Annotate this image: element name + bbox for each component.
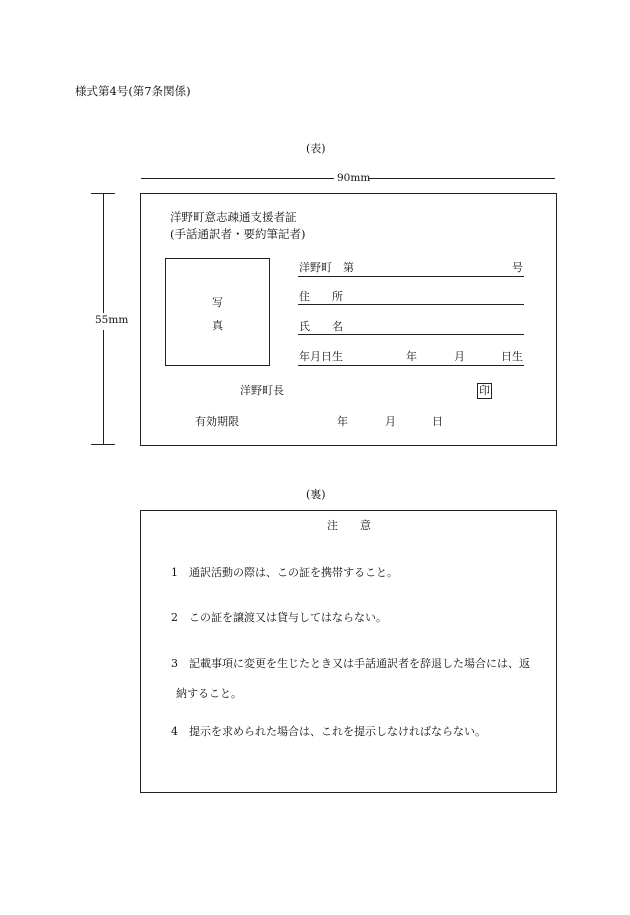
- birth-row: [299, 351, 523, 364]
- width-dimension-label: 90mm: [337, 172, 371, 184]
- photo-box: [165, 258, 270, 366]
- number-prefix: 洋野町 第: [299, 261, 354, 274]
- height-dimension-line-top: [103, 193, 104, 313]
- number-suffix: 号: [512, 261, 523, 274]
- name-underline: [298, 334, 524, 335]
- note-item-2: 2 この証を譲渡又は貸与してはならない。: [171, 611, 387, 624]
- back-card: [140, 510, 557, 793]
- height-dimension-bottom-tick: [91, 444, 115, 445]
- form-title: 様式第4号(第7条関係): [75, 84, 191, 98]
- width-dimension-line-left: [141, 178, 334, 179]
- birth-label: 年月日生: [299, 350, 343, 363]
- address-label: 住 所: [299, 290, 343, 303]
- birth-underline: [298, 365, 524, 366]
- validity-label: 有効期限: [195, 415, 239, 428]
- name-label: 氏 名: [299, 320, 343, 333]
- issuer: 洋野町長: [240, 384, 284, 397]
- height-dimension-line-bottom: [103, 330, 104, 444]
- validity-year: 年: [337, 415, 348, 428]
- seal-box: 印: [479, 384, 490, 397]
- width-dimension-line-right: [368, 178, 555, 179]
- birth-year: 年: [406, 350, 417, 363]
- note-item-1: 1 通訳活動の際は、この証を携帯すること。: [171, 566, 398, 579]
- validity-month: 月: [385, 415, 396, 428]
- number-row: [299, 262, 523, 275]
- note-item-3-continued: 納すること。: [176, 687, 242, 700]
- card-subtitle: (手話通訳者・要約筆記者): [170, 227, 306, 241]
- number-underline: [298, 276, 524, 277]
- address-underline: [298, 304, 524, 305]
- note-item-3: 3 記載事項に変更を生じたとき又は手話通訳者を辞退した場合には、返: [171, 657, 530, 670]
- validity-day: 日: [432, 415, 443, 428]
- back-label: (裏): [306, 488, 326, 501]
- note-item-4: 4 提示を求められた場合は、これを提示しなければならない。: [171, 725, 486, 738]
- front-card: [140, 193, 557, 446]
- birth-month: 月: [454, 350, 465, 363]
- front-label: (表): [306, 142, 326, 155]
- card-title: 洋野町意志疎通支援者証: [170, 210, 297, 224]
- photo-char-2: 真: [212, 319, 223, 332]
- notes-heading: 注 意: [327, 519, 371, 532]
- photo-char-1: 写: [212, 296, 223, 309]
- height-dimension-label: 55mm: [95, 314, 129, 326]
- birth-day: 日生: [501, 350, 523, 363]
